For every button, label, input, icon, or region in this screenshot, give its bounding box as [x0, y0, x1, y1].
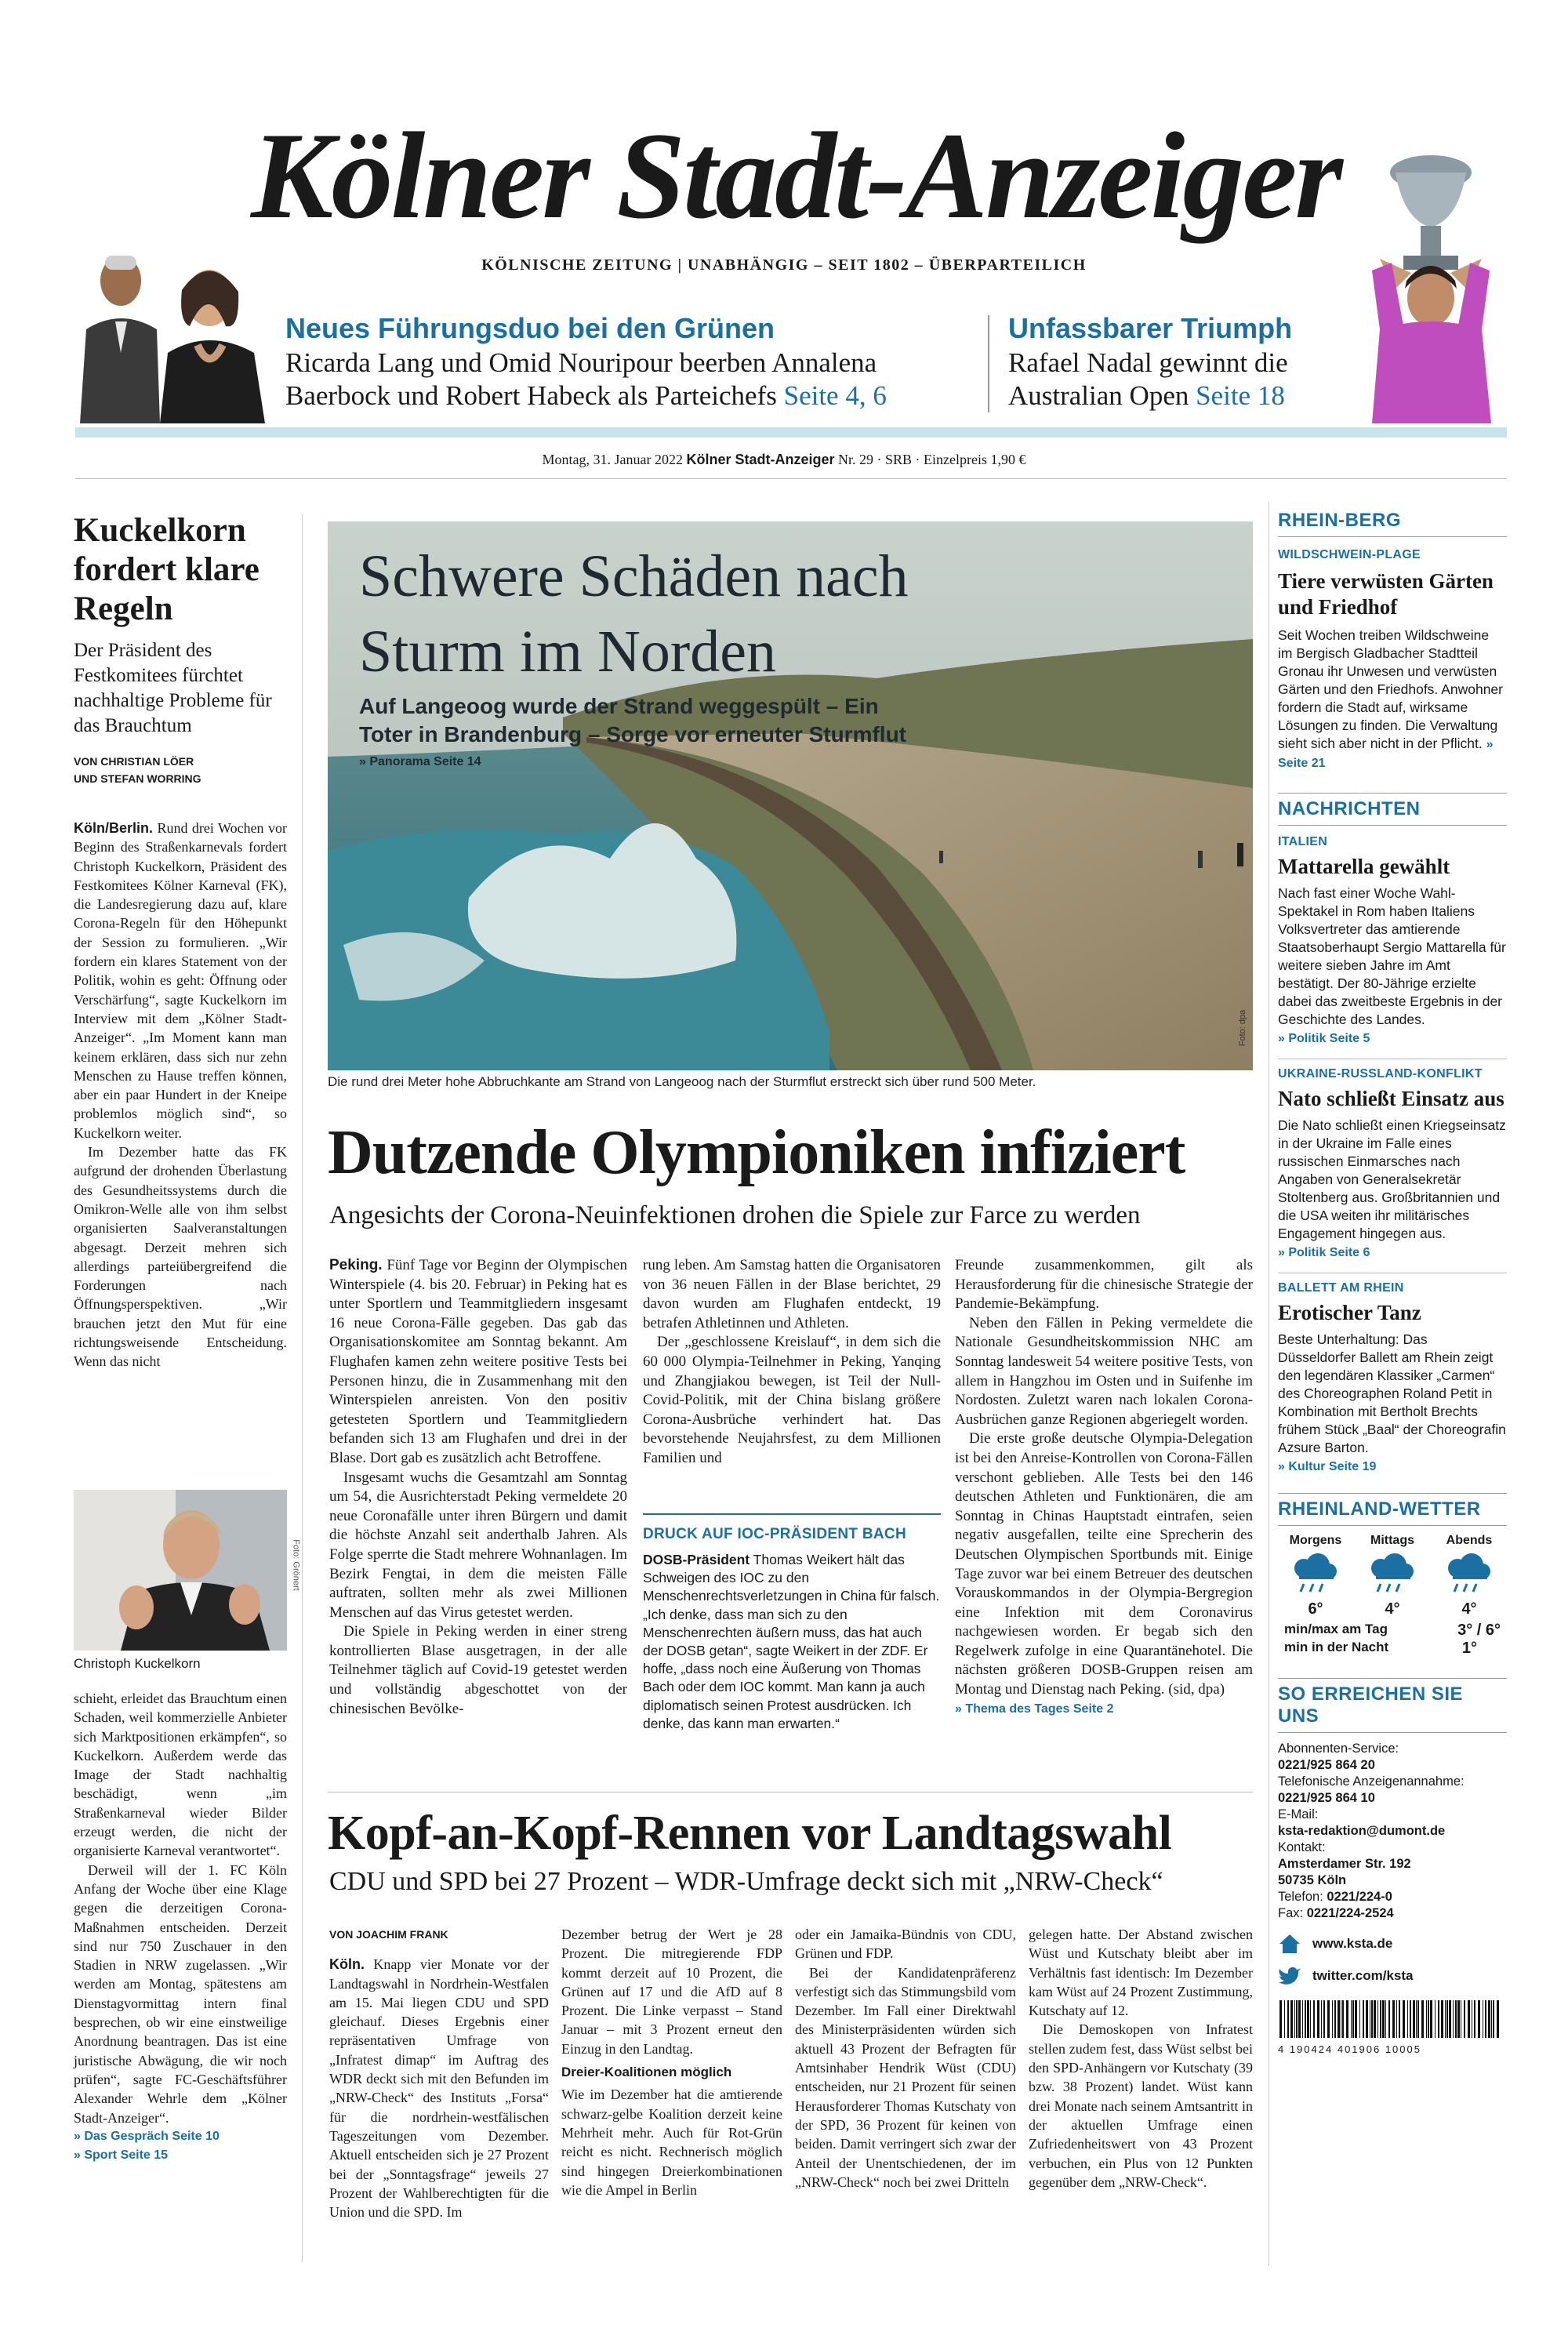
page-reference-link[interactable]: » Seite 21 — [1278, 738, 1494, 770]
section-heading-nachrichten: NACHRICHTEN — [1278, 793, 1507, 826]
address-line: 50735 Köln — [1278, 1873, 1347, 1887]
barcode-bar — [1363, 2000, 1364, 2038]
address-line: Amsterdamer Str. 192 — [1278, 1857, 1411, 1871]
contact-label: Kontakt: — [1278, 1840, 1326, 1854]
barcode-bar — [1453, 2000, 1454, 2038]
kicker: WILDSCHWEIN-PLAGE — [1278, 548, 1421, 561]
barcode-bar — [1317, 2000, 1319, 2038]
weather-label: Morgens — [1289, 1534, 1342, 1547]
photo-credit: Foto: Grönert — [291, 1539, 301, 1591]
contact-label: Abonnenten-Service: — [1278, 1742, 1399, 1756]
hero-ref[interactable]: » Panorama Seite 14 — [359, 755, 481, 768]
photo-credit: Foto: dpa — [1237, 1009, 1247, 1047]
paragraph: Derweil will der 1. FC Köln Anfang der Woche über eine Klage gegen die derzeitigen Corona-Maßnahmen entscheiden. Derzeit sind nur 750 Zuschauer in den Stadien in NRW zugelassen. „Wir werden am Montag, spätestens am Dienstagvormittag intern final besprechen, ob wir eine einstweilige Anordnung beantragen. Das ist eine juristische Abwägung, die wir noch prüfen“, sagte FC-Geschäftsführer Alexander Wehrle dem „Kölner Stadt-Anzeiger“. — [74, 1861, 287, 2126]
paper-name: Kölner Stadt-Anzeiger — [686, 452, 835, 467]
paragraph: Fünf Tage vor Beginn der Olympischen Winterspiele (4. bis 20. Februar) in Peking hat es unter Sportlern und Teammitgliedern insgesamt 16 neue Corona-Fälle gegeben. Das gab das Organisationskomitee am Sonntag bekannt. Am Flughafen kamen zehn weitere positive Tests bei Personen hinzu, die in Zusammenhang mit den Winterspielen anreisten. Von den positiv getesteten Sportlern und Teammitgliedern befanden sich 13 am Flughafen und drei in der Blase. Dort gab es zusätzlich acht Betroffene. — [329, 1257, 627, 1466]
page-reference-link[interactable]: » Kultur Seite 19 — [1278, 1460, 1377, 1473]
barcode-bar — [1296, 2000, 1298, 2038]
teaser-kicker: Neues Führungsduo bei den Grünen — [285, 312, 775, 344]
paragraph: Knapp vier Monate vor der Landtagswahl in Nordrhein-Westfalen am 15. Mai liegen CDU und SPD gleichauf. Dieses Ergebnis einer repräsentativen Umfrage von „Infratest dimap“ im Auftrag des WDR deckt sich mit den Befunden im „NRW-Check“ des Instituts „Forsa“ für die nordrhein-westfälischen Tageszeitungen vom Dezember. Aktuell entscheiden sich je 27 Prozent bei der „Sonntagsfrage“ jeweils 27 Prozent der Wahlberechtigten für die Union und die SPD. Im — [329, 1956, 549, 2221]
barcode-bar — [1413, 2000, 1415, 2038]
left-deck: Der Präsident des Festkomitees fürchtet nachhaltige Probleme für das Brauchtum — [74, 640, 272, 736]
sidebar-title: Erotischer Tanz — [1278, 1301, 1421, 1324]
barcode-graphic — [1278, 2000, 1505, 2038]
wahl-col-1 — [329, 1925, 549, 2221]
page-reference-link[interactable]: » Politik Seite 5 — [1278, 1032, 1370, 1045]
hero-headline — [359, 539, 909, 689]
sidebar-text: Die Nato schließt einen Kriegseinsatz in der Ukraine im Falle eines russischen Einmarsches nach Angaben von Generalsekretär Stoltenberg aus. Großbritannien und die USA weiten ihr militärisches Engagement hingegen aus. — [1278, 1117, 1506, 1241]
paragraph: rung leben. Am Samstag hatten die Organisatoren von 36 neuen Fällen in der Blase berichtet, 29 davon wurden am Flughafen entdeckt, 19 betrafen Athletinnen und Athleten. — [643, 1257, 941, 1331]
teaser-divider — [988, 315, 989, 412]
contact-label: Telefon: — [1278, 1890, 1323, 1904]
page-reference-link[interactable]: » Sport Seite 15 — [74, 2148, 169, 2163]
weather-morning — [1284, 1534, 1347, 1618]
photo-kuckelkorn — [74, 1490, 301, 1651]
barcode-bar — [1290, 2000, 1293, 2038]
barcode-bar — [1332, 2000, 1333, 2038]
cloud-rain-icon — [1365, 1553, 1420, 1596]
barcode-bar — [1403, 2000, 1405, 2038]
hero-deck — [359, 692, 906, 749]
page-reference-link[interactable]: » Thema des Tages Seite 2 — [955, 1702, 1114, 1716]
barcode-bar — [1435, 2000, 1436, 2038]
box-lead: DOSB-Präsident — [643, 1552, 750, 1567]
olympia-col-3 — [955, 1256, 1253, 1719]
cloud-rain-icon — [1288, 1553, 1343, 1596]
wahl-col-4 — [1029, 1925, 1253, 2192]
wahl-col-3 — [795, 1925, 1016, 2192]
page-reference-link[interactable]: » Politik Seite 6 — [1278, 1246, 1370, 1259]
teaser-ref[interactable]: Seite 18 — [1196, 380, 1285, 411]
weather-value: 3° / 6° — [1457, 1622, 1501, 1639]
barcode-bar — [1310, 2000, 1311, 2038]
paragraph: Rund drei Wochen vor Beginn des Straßenkarnevals fordert Christoph Kuckelkorn, Präsident des Festkomitees Kölner Karneval (FK), die Landesregierung dazu auf, klare Corona-Regeln für den Höhepunkt der Session zu formulieren. „Wir fordern ein klares Statement von der Politik, wohin es geht: Öffnung oder Verschärfung“, sagte Kuckelkorn im Interview mit dem „Kölner Stadt-Anzeiger“. „Im Moment kann man keinem erklären, dass sich nur zehn Menschen zu Hause treffen können, aber ein paar Hundert in der Kneipe problemlos möglich sind“, so Kuckelkorn weiter. — [74, 820, 287, 1141]
hero-deck-line: Auf Langeoog wurde der Strand weggespült – Ein — [359, 694, 879, 718]
weather-value: 1° — [1461, 1640, 1477, 1657]
cloud-rain-icon — [1442, 1553, 1497, 1596]
barcode-bar — [1392, 2000, 1395, 2038]
twitter-link-text: twitter.com/ksta — [1312, 1968, 1414, 1983]
photo-caption: Christoph Kuckelkorn — [74, 1656, 201, 1671]
kicker: BALLETT AM RHEIN — [1278, 1273, 1507, 1295]
weather-temp: 6° — [1308, 1600, 1323, 1618]
left-body-1 — [74, 819, 287, 1371]
hero-deck-line: Toter in Brandenburg – Sorge vor erneuter Sturmflut — [359, 722, 907, 746]
barcode-bar — [1279, 2000, 1282, 2038]
masthead-subtitle: KÖLNISCHE ZEITUNG | UNABHÄNGIG – SEIT 1802 – ÜBERPARTEILICH — [481, 256, 1087, 274]
hero-headline-line: Schwere Schäden nach — [359, 543, 909, 609]
barcode-bar — [1382, 2000, 1385, 2038]
barcode-bar — [1455, 2000, 1457, 2038]
section-heading-weather: RHEINLAND-WETTER — [1278, 1493, 1507, 1526]
sidebar-title: Nato schließt Einsatz aus — [1278, 1087, 1504, 1110]
weather-temp: 4° — [1385, 1600, 1400, 1618]
barcode-bar — [1438, 2000, 1439, 2038]
barcode-bar — [1380, 2000, 1381, 2038]
sidebar-text: Nach fast einer Woche Wahl-Spektakel in Rom haben Italiens Volksvertreter das amtierende Staatsoberhaupt Sergio Mattarella für weitere sieben Jahre im Amt bestätigt. Der 80-Jährige erzielte dabei das zweitbeste Ergebnis in der Geschichte des Landes. — [1278, 885, 1506, 1027]
twitter-icon — [1278, 1966, 1301, 1986]
barcode-bar — [1468, 2000, 1470, 2038]
contact-label: Fax: — [1278, 1906, 1304, 1920]
contact-label: E-Mail: — [1278, 1807, 1319, 1821]
photo-green-leaders — [72, 235, 276, 423]
box-text: Thomas Weikert hält das Schweigen des IOC zu den Menschenrechtsverletzungen in China für falsch. „Ich denke, dass man sich zu den Menschenrechten äußern muss, das hat auch der DOSB getan“, sagte Weikert in der ZDF. Er hoffe, „dass noch eine Äußerung von Thomas Bach oder dem IOC kommt. Man kann ja auch diplomatisch seinen Protest ausdrücken. Ich denke, das kann man erwarten.“ — [643, 1552, 940, 1731]
barcode-bar — [1478, 2000, 1480, 2038]
hero-caption: Die rund drei Meter hohe Abbruchkante am Strand von Langeoog nach der Sturmflut erstreckt sich über rund 500 Meter. — [328, 1074, 1036, 1089]
sidebar — [1278, 510, 1507, 2055]
teaser-ref[interactable]: Seite 4, 6 — [783, 380, 887, 411]
paragraph: Im Dezember hatte das FK aufgrund der drohenden Überlastung des Gesundheitssystems durch die Omikron-Welle alle von ihm selbst organisierten Saalveranstaltungen abgesagt. Derzeit mehren sich allerdings parteiübergreifend die Forderungen nach Öffnungsperspektiven. „Wir brauchen jetzt den Mut für eine richtungsweisende Entscheidung. Wenn das nicht — [74, 1144, 287, 1370]
teaser-kicker: Unfassbarer Triumph — [1008, 312, 1293, 344]
olympia-col-2 — [643, 1256, 941, 1469]
dateline-city: Köln. — [329, 1956, 365, 1973]
weather-label: Mittags — [1370, 1534, 1414, 1547]
left-body-2 — [74, 1689, 287, 2165]
paragraph: Dezember betrug der Wert je 28 Prozent. Die mitregierende FDP kommt derzeit auf 10 Prozent, die Grünen auf 17 und die AfD auf 8 Prozent. Die Linke verpasst – Stand Januar – mit 3 Prozent erneut den Einzug in den Landtag. — [561, 1927, 782, 2057]
barcode-number: 4 190424 401906 10005 — [1278, 2043, 1421, 2055]
contact-block — [1278, 1741, 1507, 1922]
barcode-bar — [1313, 2000, 1315, 2038]
barcode-bar — [1307, 2000, 1309, 2038]
contact-label: Telefonische Anzeigenannahme: — [1278, 1774, 1465, 1789]
masthead — [0, 0, 1568, 439]
barcode-bar — [1457, 2000, 1460, 2038]
weather-evening — [1438, 1534, 1501, 1618]
fax-number: 0221/224-2524 — [1306, 1906, 1394, 1920]
barcode-bar — [1426, 2000, 1427, 2038]
barcode-bar — [1351, 2000, 1352, 2038]
barcode-bar — [1374, 2000, 1376, 2038]
paragraph: Freunde zusammenkommen, gilt als Herausforderung für die chinesische Strategie der Pandemie-Bekämpfung. — [955, 1257, 1253, 1313]
barcode-bar — [1410, 2000, 1411, 2038]
dateline — [0, 452, 1568, 468]
page-reference-link[interactable]: » Das Gespräch Seite 10 — [74, 2129, 220, 2143]
barcode-bar — [1417, 2000, 1419, 2038]
barcode-bar — [1342, 2000, 1344, 2038]
barcode-bar — [1399, 2000, 1400, 2038]
left-story — [74, 511, 287, 787]
barcode-bar — [1298, 2000, 1301, 2038]
masthead-title: Kölner Stadt-Anzeiger — [251, 107, 1341, 245]
byline: VON JOACHIM FRANK — [329, 1928, 448, 1941]
barcode-bar — [1445, 2000, 1446, 2038]
barcode-bar — [1441, 2000, 1443, 2038]
barcode-bar — [1474, 2000, 1475, 2038]
section-heading-rheinberg: RHEIN-BERG — [1278, 510, 1507, 537]
paragraph: Insgesamt wuchs die Gesamtzahl am Sonntag um 54, die Ausrichterstadt Peking vermeldete 20 neue Coronafälle unter ihren Bürgern und damit die höchste Anzahl seit anderthalb Jahren. Als Folge sperrte die Stadt mehrere Wohnanlagen. Im Bezirk Fengtai, in dem die meisten Fälle auftraten, sollten mehr als zwei Millionen Menschen auf das Virus getestet werden. — [329, 1469, 627, 1621]
barcode-bar — [1302, 2000, 1303, 2038]
phone-link[interactable]: 0221/224-0 — [1327, 1890, 1392, 1904]
olympia-col-1 — [329, 1256, 627, 1719]
barcode-bar — [1294, 2000, 1295, 2038]
barcode — [1278, 2000, 1505, 2055]
barcode-bar — [1446, 2000, 1448, 2038]
barcode-bar — [1488, 2000, 1490, 2038]
sidebar-text: Beste Unterhaltung: Das Düsseldorfer Ballett am Rhein zeigt den legendären Klassiker „Carmen“ des Choreographen Roland Petit in Kombination mit Bertholt Brechts frühem Stück „Baal“ der Choreografin Azsure Barton. — [1278, 1331, 1506, 1455]
barcode-bar — [1359, 2000, 1360, 2038]
paragraph: Bei der Kandidatenpräferenz verfestigt sich das Stimmungsbild vom Dezember. Im Fall einer Direktwahl des Ministerpräsidenten würden sich aktuell 43 Prozent der Befragten für Amtsinhaber Hendrik Wüst (CDU) entscheiden, nur 21 Prozent für seinen Herausforderer Thomas Kutschaty von der SPD, 36 Prozent für keinen von beiden. Damit verringert sich zwar der Anteil der Unentschiedenen, der im „NRW-Check“ noch bei zwei Dritteln — [795, 1964, 1016, 2190]
web-link-text: www.ksta.de — [1312, 1936, 1393, 1951]
barcode-bar — [1371, 2000, 1373, 2038]
barcode-bar — [1334, 2000, 1336, 2038]
olympia-headline: Dutzende Olympioniken infiziert — [328, 1118, 1185, 1187]
weather-night — [1278, 1640, 1507, 1658]
barcode-bar — [1449, 2000, 1451, 2038]
olympia-deck: Angesichts der Corona-Neuinfektionen drohen die Spiele zur Farce zu werden — [329, 1201, 1141, 1229]
teaser-band — [75, 427, 1507, 438]
paragraph: Neben den Fällen in Peking vermeldete die Nationale Gesundheitskommission NHC am Sonntag landesweit 54 weitere positive Tests, von allem in Hangzhou im Osten und in Suifenhe im Nordosten. Zuletzt waren nach lokalen Corona-Ausbrüchen ganze Regionen abgeriegelt worden. — [955, 1314, 1253, 1428]
barcode-bar — [1352, 2000, 1354, 2038]
paragraph: Der „geschlossene Kreislauf“, in dem sich die 60 000 Olympia-Teilnehmer in Peking, Yanqing und Zhangjiakou bewegen, ist Teil der Null-Covid-Politik, mit der China bislang größere Corona-Ausbrüche verhindert hat. Das bevorstehende Neujahrsfest, zu dem Millionen Familien und — [643, 1334, 941, 1466]
twitter-link[interactable] — [1278, 1966, 1507, 1986]
barcode-bar — [1430, 2000, 1432, 2038]
barcode-bar — [1346, 2000, 1348, 2038]
barcode-bar — [1323, 2000, 1325, 2038]
hero-photo — [328, 521, 1253, 1070]
box-heading: DRUCK AUF IOC-PRÄSIDENT BACH — [643, 1526, 906, 1542]
barcode-bar — [1287, 2000, 1289, 2038]
weather-noon — [1361, 1534, 1424, 1618]
kicker: ITALIEN — [1278, 835, 1328, 848]
barcode-bar — [1355, 2000, 1357, 2038]
weather-row — [1278, 1534, 1507, 1618]
subheading: Dreier-Koalitionen möglich — [561, 2065, 732, 2080]
weather-temp: 4° — [1461, 1600, 1477, 1618]
issue-date: Montag, 31. Januar 2022 — [542, 452, 683, 467]
dateline-rule — [75, 478, 1507, 479]
barcode-bar — [1305, 2000, 1306, 2038]
barcode-bar — [1407, 2000, 1408, 2038]
teaser-text: Rafael Nadal gewinnt die Australian Open — [1008, 347, 1288, 411]
barcode-bar — [1421, 2000, 1424, 2038]
teaser-greens[interactable] — [285, 312, 975, 412]
paragraph: oder ein Jamaika-Bündnis von CDU, Grünen und FDP. — [795, 1927, 1016, 1962]
paragraph: Die erste große deutsche Olympia-Delegation ist bei den Anreise-Kontrollen von Corona-Fällen verschont geblieben. Alle Tests bei den 146 deutschen Athleten und Funktionären, die am Sonntag in Chinas Hauptstadt eintrafen, seien negativ ausgefallen, teilte eine Sprecherin des Deutschen Olympischen Sportbunds mit. Einige Tage zuvor war bei einem Betreuer des deutschen Vorauskommandos in der Olympia-Bergregion eine Infektion mit dem Coronavirus nachgewiesen worden. Er begab sich den Regelwerk zufolge in eine Quarantänehotel. Die nächsten größeren DOSB-Gruppen reisen am Montag und Dienstag nach Peking. (sid, dpa) — [955, 1430, 1253, 1698]
teaser-nadal[interactable] — [1008, 312, 1345, 412]
issue-info: Nr. 29 · SRB · Einzelpreis 1,90 € — [838, 452, 1026, 467]
weather-label: Abends — [1446, 1534, 1493, 1547]
column-divider — [302, 514, 303, 2262]
photo-nadal-trophy — [1348, 133, 1513, 423]
phone-link[interactable]: 0221/925 864 20 — [1278, 1758, 1375, 1772]
weather-minmax — [1278, 1622, 1507, 1640]
phone-link[interactable]: 0221/925 864 10 — [1278, 1791, 1375, 1805]
barcode-bar — [1485, 2000, 1486, 2038]
barcode-bar — [1321, 2000, 1322, 2038]
barcode-bar — [1388, 2000, 1390, 2038]
sidebar-title: Mattarella gewählt — [1278, 855, 1450, 878]
paragraph: schieht, erleidet das Brauchtum einen Schaden, weil kommerzielle Anbieter sich Marktpositionen erkämpfen“, so Kuckelkorn. Außerdem werde das Image der Stadt nachhaltig beschädigt, wenn „im Straßenkarneval wieder Bilder erzeugt werden, die nicht der organisierte Karneval verantwortet“. — [74, 1691, 287, 1859]
paragraph: Die Demoskopen von Infratest stellen zudem fest, dass Wüst selbst bei den SPD-Anhängern vor Kutschaty (39 bzw. 38 Prozent) landet. Wüst kann drei Monate nach seinem Amtsantritt in der aktuellen Umfrage einen Zufriedenheitswert von 43 Prozent verbuchen, ein Plus von 12 Punkten gegenüber dem „NRW-Check“. — [1029, 2021, 1253, 2190]
weather-label: min in der Nacht — [1284, 1640, 1389, 1654]
barcode-bar — [1284, 2000, 1285, 2038]
dateline-city: Peking. — [329, 1257, 383, 1273]
home-icon — [1278, 1933, 1301, 1955]
email-link[interactable]: ksta-redaktion@dumont.de — [1278, 1824, 1446, 1838]
paragraph: Die Spiele in Peking werden in einer streng kontrollierten Blase ausgetragen, in der alle Teilnehmer täglich auf Covid-19 getestet werden und vollständig abgeschottet von der chinesischen Bevölke- — [329, 1623, 627, 1717]
barcode-bar — [1327, 2000, 1330, 2038]
weather-label: min/max am Tag — [1284, 1622, 1388, 1636]
paragraph: Wie im Dezember hat die amtierende schwarz-gelbe Koalition derzeit keine Mehrheit mehr. Auch für Rot-Grün reicht es nicht. Rechnerisch möglich sind hingegen Dreierkombinationen wie die Ampel in Berlin — [561, 2087, 782, 2198]
hero-headline-line: Sturm im Norden — [359, 619, 776, 685]
left-headline: Kuckelkorn fordert klare Regeln — [74, 512, 260, 627]
web-link[interactable] — [1278, 1933, 1507, 1955]
barcode-bar — [1377, 2000, 1378, 2038]
sidebar-title: Tiere verwüsten Gärten und Friedhof — [1278, 569, 1494, 619]
barcode-bar — [1338, 2000, 1340, 2038]
sidebar-text: Seit Wochen treiben Wildschweine im Bergisch Gladbacher Stadtteil Gronau ihr Unwesen und verwüsten Gärten und den Friedhofs. Anwohner fordern die Stadt auf, wirksame Lösungen zu finden. Die Verwaltung sieht sich aber nicht in der Pflicht. » Seite 21 — [1278, 627, 1503, 770]
barcode-bar — [1428, 2000, 1429, 2038]
barcode-bar — [1396, 2000, 1397, 2038]
section-heading-contact: SO ERREICHEN SIE UNS — [1278, 1678, 1507, 1733]
paragraph: gelegen hatte. Der Abstand zwischen Wüst und Kutschaty bleibt aber im Verhältnis fast identisch: Im Dezember kam Wüst auf 24 Prozent Zustimmung, Kutschaty auf 12. — [1029, 1927, 1253, 2019]
byline: VON CHRISTIAN LÖER — [74, 755, 194, 768]
dateline-city: Köln/Berlin. — [74, 820, 154, 836]
barcode-bar — [1416, 2000, 1417, 2038]
ioc-box — [643, 1513, 941, 1780]
barcode-bar — [1493, 2000, 1494, 2038]
barcode-bar — [1491, 2000, 1492, 2038]
barcode-bar — [1497, 2000, 1499, 2038]
barcode-bar — [1385, 2000, 1386, 2038]
byline: UND STEFAN WORRING — [74, 772, 201, 785]
barcode-bar — [1366, 2000, 1368, 2038]
wahl-headline: Kopf-an-Kopf-Rennen vor Landtagswahl — [328, 1807, 1172, 1860]
barcode-bar — [1464, 2000, 1465, 2038]
wahl-col-2 — [561, 1925, 782, 2199]
teaser-text: Ricarda Lang und Omid Nouripour beerben Annalena Baerbock und Robert Habeck als Parteichefs — [285, 347, 877, 411]
kicker: UKRAINE-RUSSLAND-KONFLIKT — [1278, 1059, 1507, 1081]
wahl-deck: CDU und SPD bei 27 Prozent – WDR-Umfrage deckt sich mit „NRW-Check“ — [329, 1867, 1163, 1896]
